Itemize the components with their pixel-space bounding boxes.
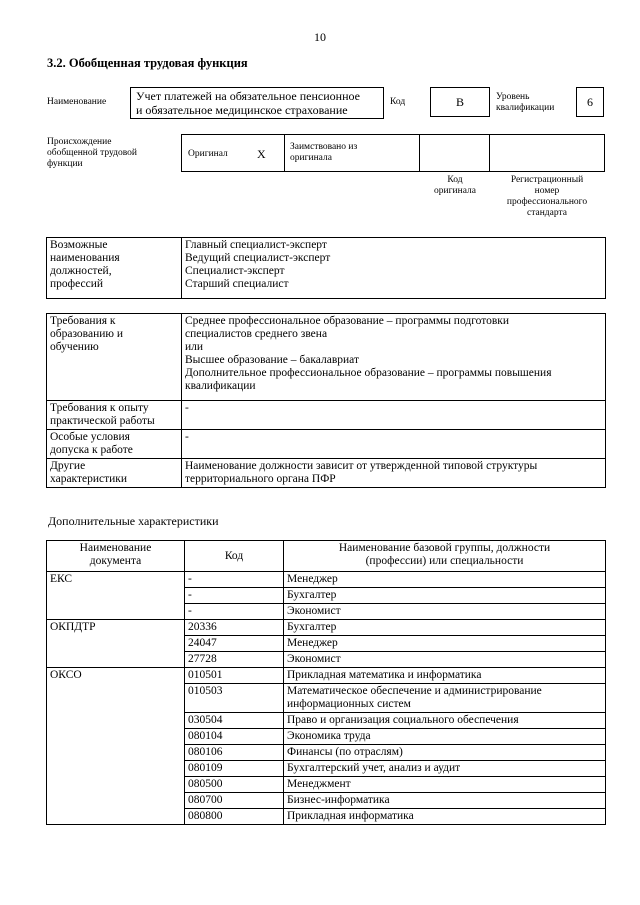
doc-cell: ОКСО (47, 668, 185, 825)
col-name-line2: (профессии) или специальности (365, 555, 524, 567)
other-characteristics-value (182, 459, 606, 488)
origin-label-line1: Происхождение (47, 137, 112, 147)
borrowed-label (290, 142, 357, 164)
name-line2: информационных систем (287, 698, 411, 710)
code-label: Код (390, 97, 406, 107)
positions-label-line3: должностей, (50, 265, 112, 277)
education-line: квалификации (185, 380, 256, 392)
name-cell: Бухгалтер (284, 620, 606, 636)
name-cell (284, 684, 606, 713)
origin-divider-2 (419, 134, 420, 172)
education-label-line1: Требования к (50, 315, 116, 327)
name-cell: Финансы (по отраслям) (284, 745, 606, 761)
education-label-line3: обучению (50, 341, 99, 353)
name-cell: Экономист (284, 604, 606, 620)
name-line1: Математическое обеспечение и администрирование (287, 685, 542, 697)
code-cell: 030504 (185, 713, 284, 729)
experience-label-line1: Требования к опыту (50, 402, 149, 414)
code-cell: 080106 (185, 745, 284, 761)
experience-label-line2: практической работы (50, 415, 155, 427)
additional-table (46, 540, 606, 825)
code-cell: 010501 (185, 668, 284, 684)
name-cell: Бизнес-информатика (284, 793, 606, 809)
reg-line4: стандарта (527, 208, 567, 218)
education-line: Высшее образование – бакалавриат (185, 354, 359, 366)
code-cell: 080800 (185, 809, 284, 825)
reg-line2: номер (534, 186, 560, 196)
name-cell: Прикладная информатика (284, 809, 606, 825)
name-cell: Экономист (284, 652, 606, 668)
name-cell: Бухгалтерский учет, анализ и аудит (284, 761, 606, 777)
positions-table (46, 237, 606, 299)
code-cell: 27728 (185, 652, 284, 668)
education-label-line2: образованию и (50, 328, 123, 340)
other-characteristics-label (47, 459, 182, 488)
code-original-line1: Код (447, 175, 463, 185)
doc-cell: ОКПДТР (47, 620, 185, 668)
code-cell: - (185, 588, 284, 604)
name-cell: Бухгалтер (284, 588, 606, 604)
code-cell: - (185, 604, 284, 620)
other-value-line2: территориального органа ПФР (185, 473, 336, 485)
level-label-line2: квалификации (496, 103, 555, 113)
reg-line1: Регистрационный (510, 175, 584, 185)
borrowed-line1: Заимствовано из (290, 142, 358, 152)
col-code-header: Код (185, 541, 284, 572)
special-label-line1: Особые условия (50, 431, 130, 443)
other-value-line1: Наименование должности зависит от утвержденной типовой структуры (185, 460, 538, 472)
name-cell: Менеджер (284, 636, 606, 652)
page-number: 10 (314, 30, 326, 44)
positions-label-line1: Возможные (50, 239, 108, 251)
special-conditions-label (47, 430, 182, 459)
col-doc-line1: Наименование (79, 542, 152, 554)
code-value: B (455, 95, 464, 109)
additional-title: Дополнительные характеристики (48, 514, 219, 528)
positions-label-line4: профессий (50, 278, 104, 290)
name-cell: Экономика труда (284, 729, 606, 745)
level-value-box (576, 87, 604, 117)
name-cell: Менеджмент (284, 777, 606, 793)
code-value-box (430, 87, 490, 117)
name-cell: Менеджер (284, 572, 606, 588)
code-original-caption (420, 175, 490, 197)
positions-label-line2: наименования (50, 252, 120, 264)
table-row (47, 668, 606, 684)
name-cell: Прикладная математика и информатика (284, 668, 606, 684)
col-name-header (284, 541, 606, 572)
code-cell: - (185, 572, 284, 588)
other-label-line1: Другие (50, 460, 86, 472)
level-label-line1: Уровень (496, 92, 530, 102)
education-line: Дополнительное профессиональное образование – программы повышения (185, 367, 552, 379)
code-cell: 010503 (185, 684, 284, 713)
table-row (47, 620, 606, 636)
level-label (496, 92, 554, 114)
doc-cell: ЕКС (47, 572, 185, 620)
level-value: 6 (587, 95, 593, 109)
special-conditions-value: - (182, 430, 606, 459)
education-value (182, 314, 606, 401)
position-item: Специалист-эксперт (185, 265, 285, 277)
positions-list (182, 238, 606, 299)
borrowed-line2: оригинала (290, 153, 332, 163)
reg-line3: профессионального (506, 197, 588, 207)
positions-label (47, 238, 182, 299)
position-item: Главный специалист-эксперт (185, 239, 327, 251)
education-line: специалистов среднего звена (185, 328, 328, 340)
code-original-line2: оригинала (434, 186, 476, 196)
education-label (47, 314, 182, 401)
code-cell: 24047 (185, 636, 284, 652)
original-mark: X (257, 147, 266, 161)
experience-label (47, 401, 182, 430)
col-doc-line2: документа (89, 555, 142, 567)
name-cell: Право и организация социального обеспечения (284, 713, 606, 729)
section-title: 3.2. Обобщенная трудовая функция (47, 56, 248, 70)
code-cell: 080700 (185, 793, 284, 809)
code-cell: 080500 (185, 777, 284, 793)
special-label-line2: допуска к работе (50, 444, 133, 456)
origin-box (181, 134, 605, 172)
education-line: Среднее профессиональное образование – программы подготовки (185, 315, 510, 327)
origin-divider-3 (489, 134, 490, 172)
code-cell: 080109 (185, 761, 284, 777)
requirements-table (46, 313, 606, 488)
position-item: Ведущий специалист-эксперт (185, 252, 331, 264)
origin-label-line3: функции (47, 159, 83, 169)
origin-label-line2: обобщенной трудовой (47, 148, 137, 158)
function-name-box (130, 87, 384, 119)
origin-divider-1 (284, 134, 285, 172)
table-row (47, 572, 606, 588)
col-doc-header (47, 541, 185, 572)
position-item: Старший специалист (185, 278, 289, 290)
original-label: Оригинал (188, 149, 228, 159)
origin-label (47, 137, 137, 170)
code-cell: 20336 (185, 620, 284, 636)
name-label: Наименование (47, 97, 107, 107)
code-cell: 080104 (185, 729, 284, 745)
function-name-line1: Учет платежей на обязательное пенсионное (136, 89, 360, 103)
education-line: или (185, 341, 204, 353)
reg-number-caption (489, 175, 605, 219)
experience-value: - (182, 401, 606, 430)
function-name-line2: и обязательное медицинское страхование (136, 103, 348, 117)
col-name-line1: Наименование базовой группы, должности (338, 542, 551, 554)
other-label-line2: характеристики (50, 473, 128, 485)
